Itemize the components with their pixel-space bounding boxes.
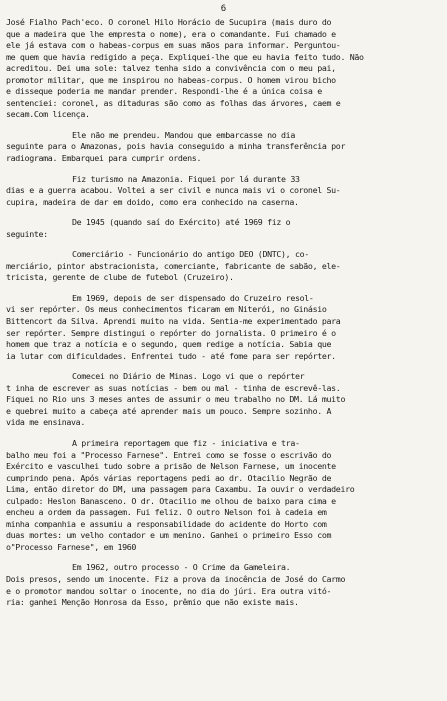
text-line: e o promotor mandou soltar o inocente, no dia do júri. Era outra vitó- [6, 585, 332, 596]
paragraph [6, 293, 443, 362]
paragraph [6, 371, 443, 429]
text-line: duas mortes: um velho contador e um menino. Ganhei o primeiro Esso com [6, 530, 332, 541]
text-line: e quebrei muito a cabeça até aprender mais um pouco. Sempre sozinho. A [6, 405, 332, 416]
text-line: tricista, gerente de clube de futebol (Cruzeiro). [6, 272, 234, 283]
text-line: acreditou. Dei uma sole: talvez tenha sido a convivência com o meu pai, [6, 63, 336, 74]
text-line: cupira, madeira de dar em doido, como era conhecido na caserna. [6, 196, 299, 207]
paragraph [6, 174, 443, 209]
text-line: e disseque poderia me mandar prender. Respondi-lhe é a única coisa e [6, 86, 322, 97]
text-line: o"Processo Farnese", em 1960 [6, 541, 137, 552]
page-number: 6 [220, 4, 227, 14]
text-line: Dois presos, sendo um inocente. Fiz a prova da inocência de José do Carmo [6, 573, 346, 584]
text-line: Em 1962, outro processo - O Crime da Gameleira. [72, 562, 291, 573]
text-line: seguinte: [6, 228, 48, 239]
text-line: culpado: Heslon Banasceno. O dr. Otacilio me olhou de baixo para cima e [6, 495, 336, 506]
text-line: vida me ensinava. [6, 417, 85, 428]
paragraph [6, 17, 443, 121]
text-line: radiograma. Embarquei para cumprir ordens. [6, 153, 202, 164]
paragraph [6, 217, 443, 240]
text-line: me quem que havia redigido a peça. Expliquei-lhe que eu havia feito tudo. Não [6, 51, 364, 62]
text-line: Bittencort da Silva. Aprendi muito na vida. Sentia-me experimentado para [6, 316, 341, 327]
text-line: merciário, pintor abstracionista, comerciante, fabricante de sabão, ele- [6, 260, 341, 271]
text-line: balho meu foi a "Processo Farnese". Entrei como se fosse o escrivão do [6, 449, 332, 460]
text-line: Exército e vasculhei tudo sobre a prisão de Nelson Farnese, um inocente [6, 461, 336, 472]
text-line: sentenciei: coronel, as ditaduras são como as folhas das árvores, caem e [6, 97, 341, 108]
paragraph [6, 562, 443, 608]
document-body [6, 17, 443, 618]
text-line: ria: ganhei Menção Honrosa da Esso, prêmio que não existe mais. [6, 597, 299, 608]
text-line: promotor militar, que me inspirou no habeas-corpus. O homem virou bicho [6, 74, 336, 85]
text-line: De 1945 (quando saí do Exército) até 1969 fiz o [72, 217, 291, 228]
text-line: secam.Com licença. [6, 109, 90, 120]
text-line: que a madeira que lhe empresta o nome), era o comandante. Fui chamado e [6, 28, 336, 39]
text-line: encheu a ordem da passagem. Fui feliz. O outro Nelson foi à cadeia em [6, 507, 327, 518]
text-line: ele já estava com o habeas-corpus em suas mãos para informar. Perguntou- [6, 40, 341, 51]
text-line: Lima, então diretor do DM, uma passagem para Caxambu. Ia ouvir o verdadeiro [6, 484, 355, 495]
text-line: minha companhia e assumiu a responsabilidade do acidente do Horto com [6, 518, 327, 529]
paragraph [6, 249, 443, 284]
text-line: A primeira reportagem que fiz - iniciativa e tra- [72, 437, 300, 448]
paragraph [6, 130, 443, 165]
text-line: ia lutar com dificuldades. Enfrentei tudo - até fome para ser repórter. [6, 350, 336, 361]
text-line: dias e a guerra acabou. Voltei a ser civil e nunca mais vi o coronel Su- [6, 185, 341, 196]
text-line: Comecei no Diário de Minas. Logo vi que o repórter [72, 371, 305, 382]
text-line: Fiquei no Rio uns 3 meses antes de assumir o meu trabalho no DM. Lá muito [6, 394, 346, 405]
text-line: seguinte para o Amazonas, pois havia conseguido a minha transferência por [6, 141, 346, 152]
text-line: Comerciário - Funcionário do antigo DEO (DNTC), co- [72, 249, 309, 260]
text-line: Fiz turismo na Amazonia. Fiquei por lá durante 33 [72, 173, 300, 184]
text-line: t inha de escrever as suas notícias - bem ou mal - tinha de escrevê-las. [6, 382, 341, 393]
text-line: vi ser repórter. Os meus conhecimentos ficaram em Niterói, no Ginásio [6, 304, 327, 315]
text-line: Em 1969, depois de ser dispensado do Cruzeiro resol- [72, 292, 314, 303]
paragraph [6, 438, 443, 553]
text-line: ser repórter. Sempre distingui o repórter do jornalista. O primeiro é o [6, 327, 336, 338]
text-line: cumprindo pena. Após várias reportagens pedi ao dr. Otacilio Negrão de [6, 472, 332, 483]
text-line: José Fialho Pach'eco. O coronel Hilo Horácio de Sucupira (mais duro do [6, 17, 332, 27]
text-line: Ele não me prendeu. Mandou que embarcasse no dia [72, 129, 295, 140]
text-line: homem que traz a notícia e o segundo, quem redige a notícia. Sabia que [6, 339, 332, 350]
